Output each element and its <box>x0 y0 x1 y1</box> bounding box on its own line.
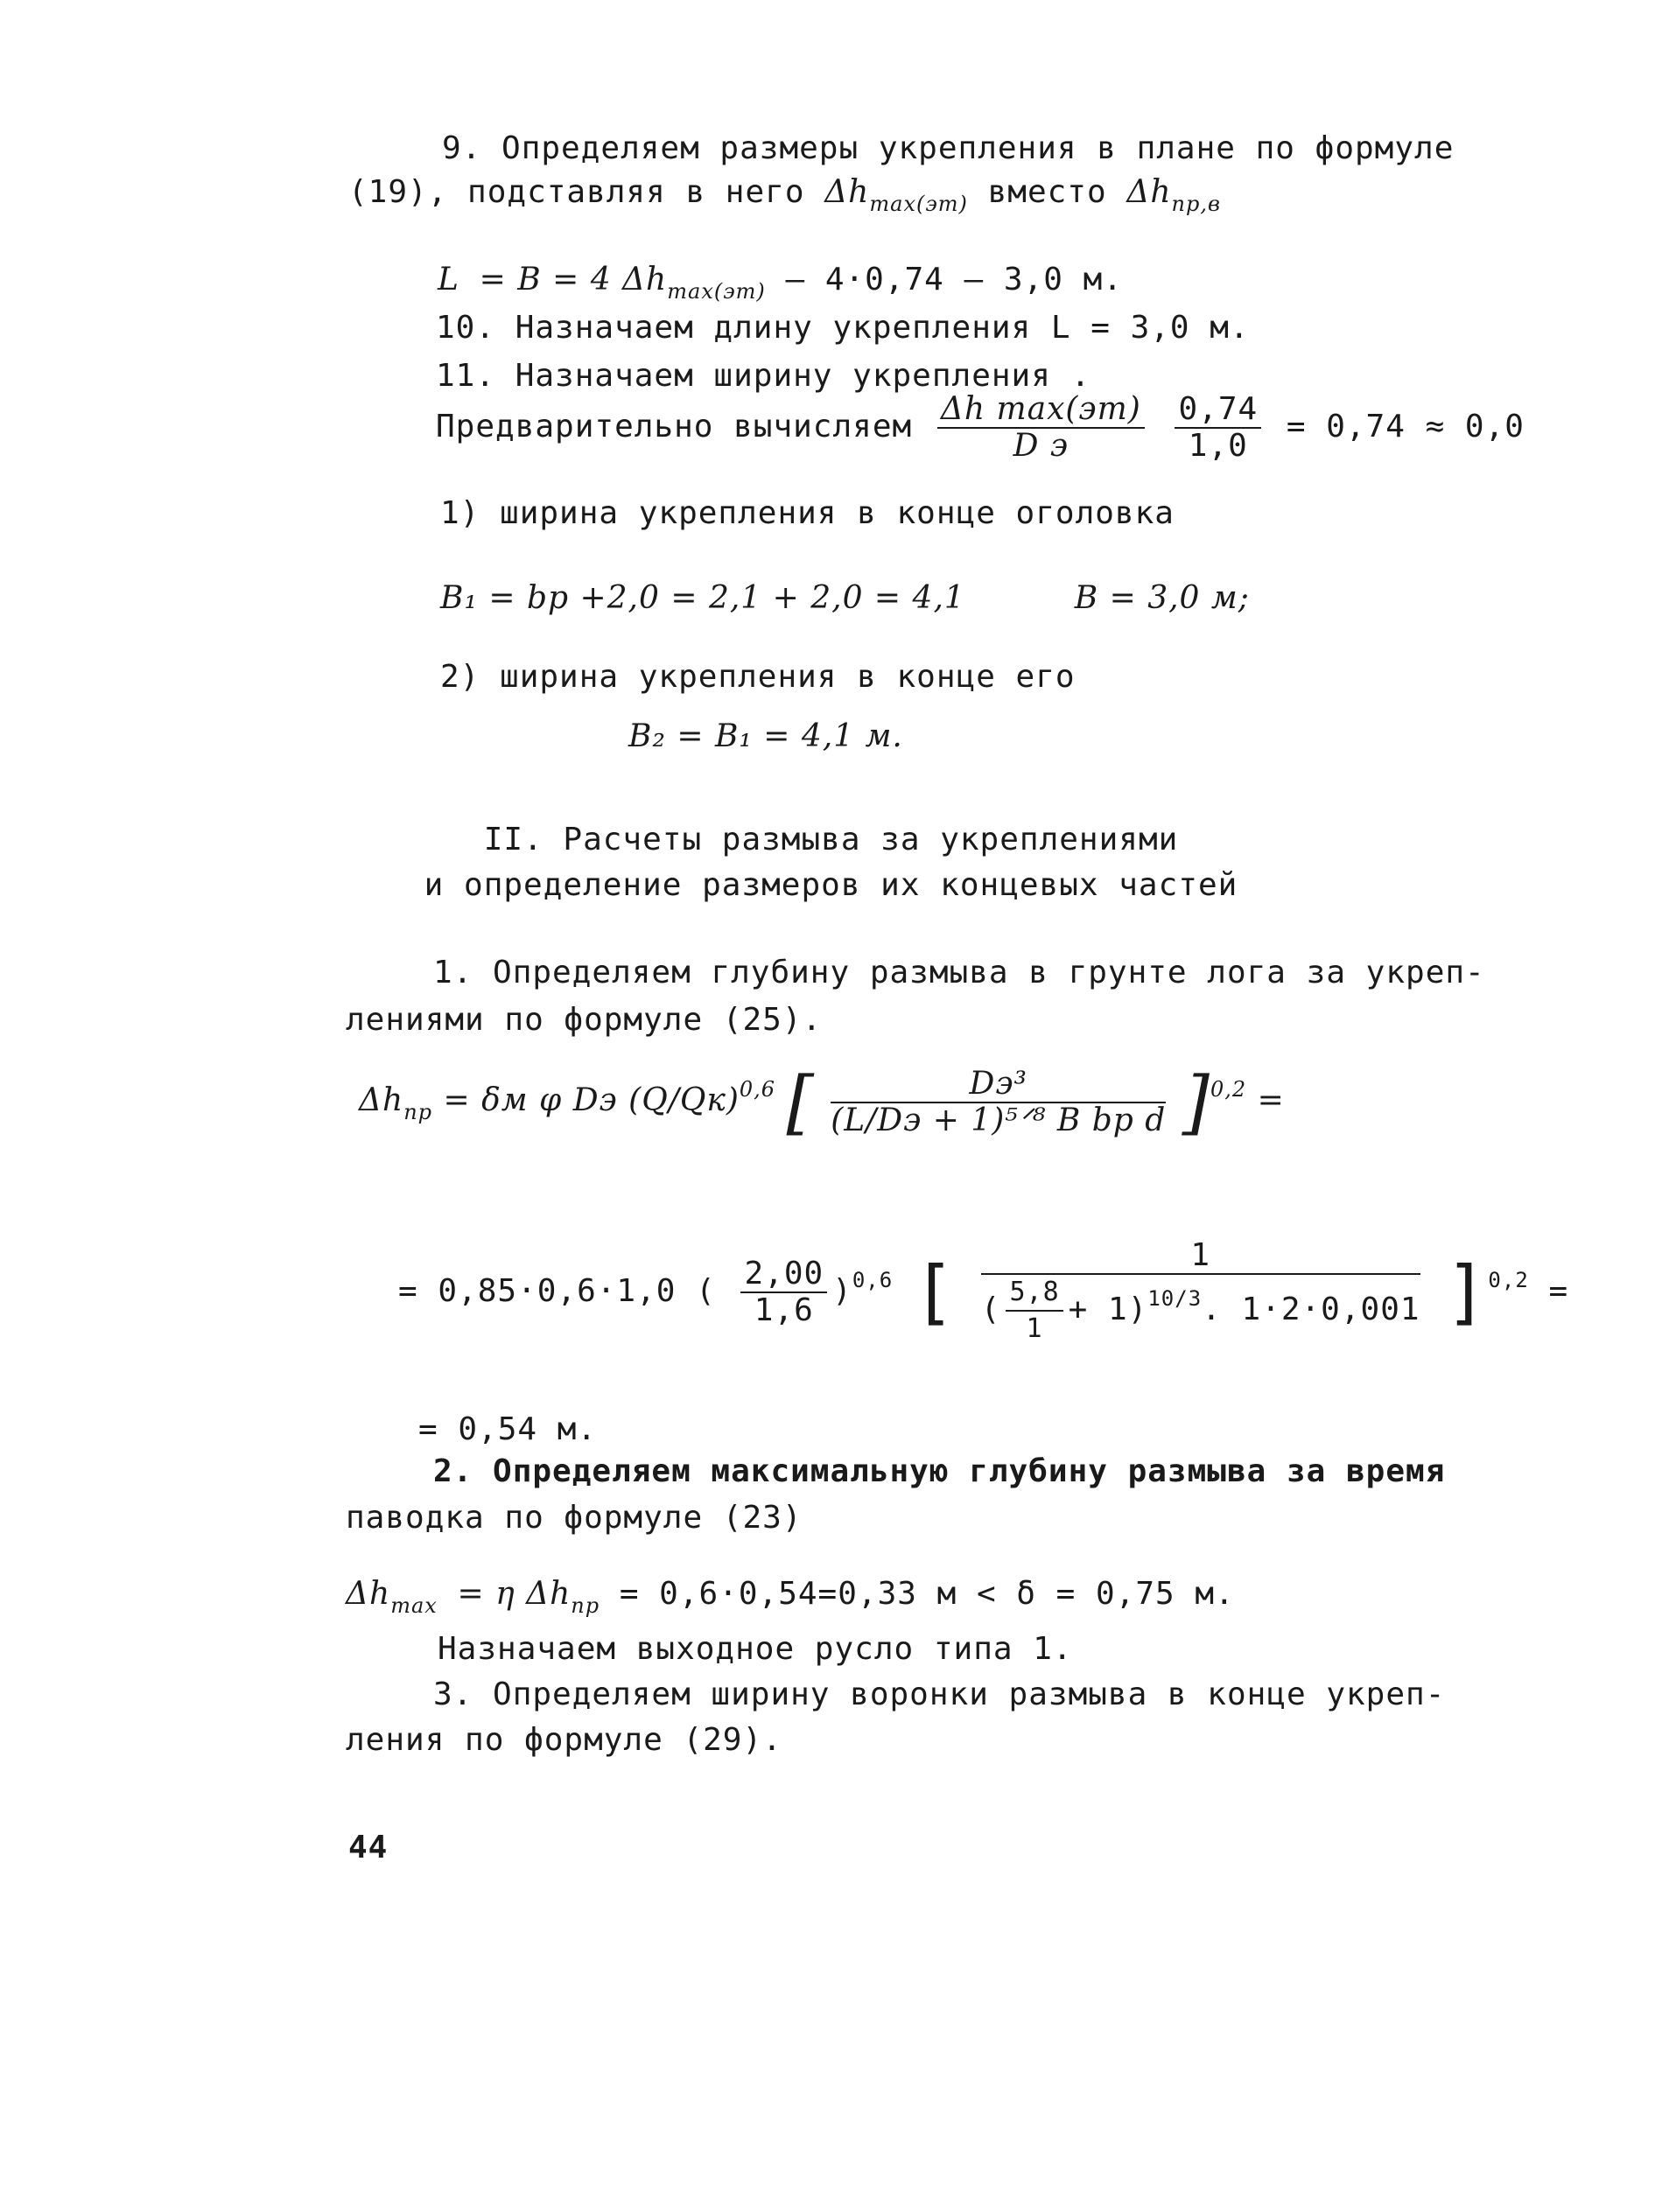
p9-formula: L = B = 4 $\Delta h_{max(эт)} - 4\cdot 0,74 - 3,0$ м. <box>438 262 1123 304</box>
item1-formula: B₁ = bр +2,0 = 2,1 + 2,0 = 4,1 B = 3,0 м; <box>440 580 1250 616</box>
item2-formula: B₂ = B₁ = 4,1 м. <box>628 718 903 754</box>
s2-line1: 2. Определяем максимальную глубину размыва за время <box>433 1453 1446 1489</box>
item2-label: 2) ширина укрепления в конце его <box>440 659 1076 695</box>
p11-frac1: $\frac{\text{Δh max(эт)}}{\text{D э}}$ <box>937 392 1145 464</box>
item1-label: 1) ширина укрепления в конце оголовка <box>440 495 1175 531</box>
p10-line: 10. Назначаем длину укрепления L = 3,0 м. <box>436 310 1250 346</box>
p11-frac2: $\frac{0,74}{1,0}$ <box>1175 392 1261 464</box>
p9-line2: (19), подставляя в него $\Delta h_{max(эт)}$ вместо $\Delta h_{пр,в}$ <box>348 174 1221 216</box>
s1-numeric: = 0,85·0,6·1,0 ( $\frac{2,00}{1,6}$ )$^{0,6}$ [ 1 ( $\frac{5,8}{1}$ + 1)$^{10/3}$. 1·2·0,001 ]$^{0,2}$ = <box>398 1238 1568 1347</box>
s1-numeric-frac: $\frac{2,00}{1,6}$ <box>740 1256 827 1328</box>
section-title-2: и определение размеров их концевых частей <box>424 867 1238 903</box>
s1-line2: лениями по формуле (25). <box>346 1002 823 1038</box>
s1-numeric-inner-frac: 1 ( $\frac{5,8}{1}$ + 1)$^{10/3}$. 1·2·0,001 <box>980 1237 1420 1344</box>
s2-formula: $\Delta h_{max} = \eta$ $\Delta h_{пр} = 0,6\cdot 0,54=0,33$ м < δ = 0,75 м. <box>346 1576 1235 1618</box>
p11-line2: Предварительно вычисляем $\frac{\text{Δh max(эт)}}{\text{D э}}$ $\frac{0,74}{1,0}$ = 0,74 ≈ 0,0 <box>436 391 1525 464</box>
section-title-1: II. Расчеты размыва за укреплениями <box>483 822 1179 858</box>
p11-line1: 11. Назначаем ширину укрепления . <box>436 358 1091 394</box>
s1-formula: $\Delta h_{пр} = \delta м$ φ Dэ $(Q/Qк)^{0,6}$ [ $\frac{\text{Dэ³}}{\text{(L/Dэ + 1)⁵ᐟ⁸ B bр d}}$ ]$^{0,2}$ = <box>359 1061 1285 1143</box>
page-number: 44 <box>348 1830 389 1866</box>
s1-line1: 1. Определяем глубину размыва в грунте лога за укреп- <box>433 955 1485 990</box>
s3-line1: 3. Определяем ширину воронки размыва в конце укреп- <box>433 1676 1446 1712</box>
s3-line2: ления по формуле (29). <box>346 1722 782 1758</box>
s2-line2: паводка по формуле (23) <box>346 1500 803 1536</box>
s1-main-frac: $\frac{\text{Dэ³}}{\text{(L/Dэ + 1)⁵ᐟ⁸ B bр d}}$ <box>831 1066 1167 1138</box>
s2-note: Назначаем выходное русло типа 1. <box>438 1631 1073 1667</box>
p9-line1: 9. Определяем размеры укрепления в плане по формуле <box>442 130 1455 166</box>
s1-result: = 0,54 м. <box>418 1411 598 1447</box>
